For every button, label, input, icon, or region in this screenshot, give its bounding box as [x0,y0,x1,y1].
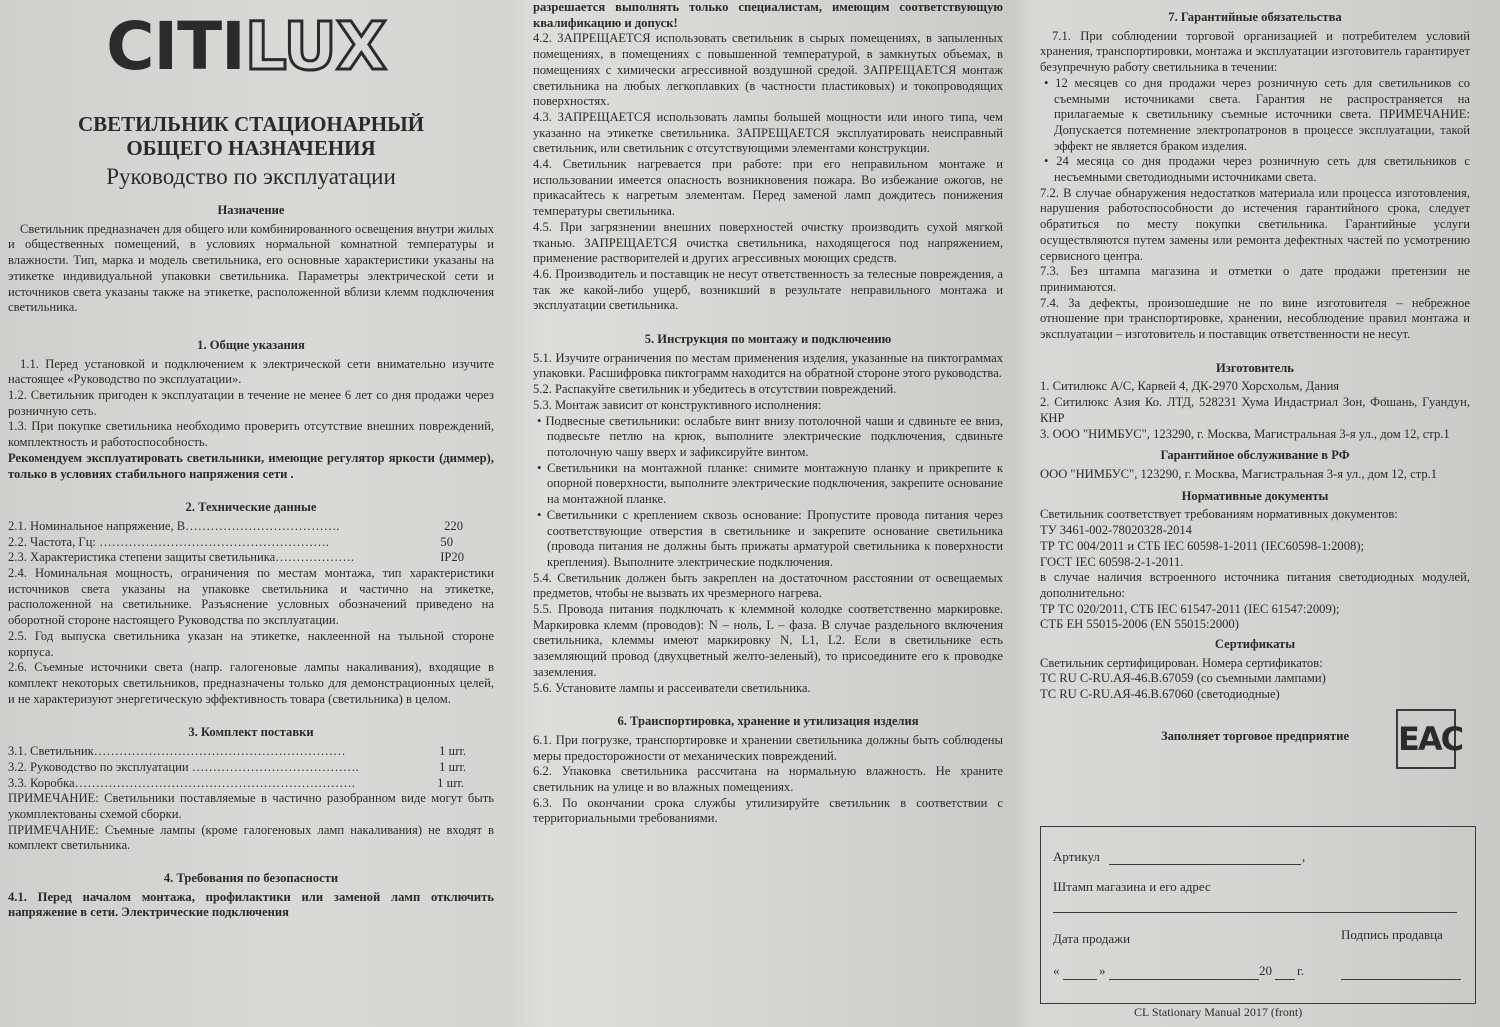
s6-p3: 6.3. По окончании срока службы утилизируйте светильник в соответствии с территориальными требованиями. [533,795,1003,826]
norms-6: ТР ТС 020/2011, СТБ IEC 61547-2011 (IEC 61547:2009); [1040,601,1340,616]
article-label: Артикул [1053,849,1100,864]
title-line-1: СВЕТИЛЬНИК СТАЦИОНАРНЫЙ [77,112,425,136]
retailer-form [1040,826,1476,1004]
s4-p5: 4.5. При загрязнении внешних поверхностей очистку производить сухой мягкой тканью. ЗАПРЕЩАЕТСЯ очистка светильника, находящегося под напряжением, применение растворителей и других агрессивных моющих средств. [533,219,1003,266]
s2-label-2: 2.2. Частота, Гц: ………………………………………………. [8,534,329,549]
s1-p1: 1.1. Перед установкой и подключением к электрической сети внимательно изучите настоящее «Руководство по эксплуатации». [8,356,494,387]
s1-bold: Рекомендуем эксплуатировать светильники, имеющие регулятор яркости (диммер), только в условиях стабильного напряжения сети . [8,450,494,481]
date-year-prefix: 20 [1259,963,1272,978]
s7-p3: 7.3. Без штампа магазина и отметки о дате продажи претензии не принимаются. [1040,264,1470,294]
s2-p6: 2.6. Съемные источники света (напр. галогеновые лампы накаливания), входящие в комплект некоторых светильников, предназначены только для демонстрационных целей, и не характеризуют энергетическую эффективность товара (светильника) в целом. [8,660,494,706]
date-day-line[interactable] [1063,978,1097,980]
purpose-text: Светильник предназначен для общего или комбинированного освещения внутри жилых и общественных помещений, в условиях нормальной комнатной температуры и влажности. Тип, марка и модель светильника, его основные характеристики указаны на этикетке индивидуальной упаковки светильника. Параметры электрической сети и источников света указаны также на этикетке, расположенной вблизи клемм подключения светильника. [8,221,494,315]
norms-7: СТБ ЕН 55015-2006 (EN 55015:2000) [1040,617,1239,632]
s6-p1: 6.1. При погрузке, транспортировке и хранении светильника должны быть соблюдены меры предосторожности от механических повреждений. [533,732,1003,763]
s1-heading: 1. Общие указания [197,337,305,352]
column-middle [533,0,1003,827]
service-heading: Гарантийное обслуживание в РФ [1160,448,1350,463]
s6-p2: 6.2. Упаковка светильника рассчитана на нормальную влажность. Не храните светильник на улице и во влажных помещениях. [533,764,1003,795]
s3-label-2: 3.2. Руководство по эксплуатации …………………………………. [8,759,359,774]
s4-heading: 4. Требования по безопасности [163,871,339,886]
s7-heading: 7. Гарантийные обязательства [1168,10,1342,24]
s3-value-2: 1 шт. [439,759,466,774]
service-text: ООО "НИМБУС", 123290, г. Москва, Магистральная 3-я ул., дом 12, стр.1 [1040,466,1438,481]
article-comma: , [1302,849,1306,864]
citilux-logo [0,8,494,86]
norms-heading: Нормативные документы [1181,488,1329,503]
stamp-line[interactable] [1053,911,1457,913]
date-quote-open: « [1053,963,1060,978]
s5-p5: 5.5. Провода питания подключать к клеммной колодке соответственно маркировке. Маркировка клемм (проводов): N – ноль, L – фаза. В случае раздельного включения светильника, клеммы имеют маркировку N, L1, L2. Если в светильнике есть заземляющий провод (двухцветный желто-зеленый), то присоедините его к проводке заземления. [533,602,1003,679]
s5-p6: 5.6. Установите лампы и рассеиватели светильника. [533,680,811,695]
doc-title [8,112,494,160]
s3-label-3: 3.3. Коробка…………………………………………………………. [8,775,355,790]
s2-p4: 2.4. Номинальная мощность, ограничения по местам монтажа, тип характеристики источников света указаны на упаковке светильника и частично на этикетке, расположенной на светильнике. Разъяснение условных обозначений приведено на оборотной стороне настоящего Руководства по эксплуатации. [8,566,494,628]
s2-p5: 2.5. Год выпуска светильника указан на этикетке, наклеенной на тыльной стороне корпуса. [8,628,494,659]
s7-p1: 7.1. При соблюдении торговой организацией и потребителем условий хранения, транспортировки, монтажа и эксплуатации изготовитель гарантирует безупречную работу светильника в течении: [1040,28,1470,75]
norms-1: Светильник соответствует требованиям нормативных документов: [1040,507,1398,522]
s3-row-2 [8,760,466,776]
s7-bullet-2: • 24 месяца со дня продажи через розничную сеть для светильников с несъемными светодиодными источниками света. [1040,154,1470,185]
s3-note-2: ПРИМЕЧАНИЕ: Съемные лампы (кроме галогеновых ламп накаливания) не входят в комплект светильника. [8,822,494,853]
s3-row-1 [8,744,466,760]
eac-mark-icon: ЕАС [1396,709,1456,769]
norms-5: в случае наличия встроенного источника питания светодиодных модулей, дополнительно: [1040,570,1470,600]
logo-lux: LUX [244,8,386,85]
s5-bullet-1: • Подвесные светильники: ослабьте винт внизу потолочной чаши и сдвиньте ее вниз, подвесьте петлю на крюк, выполните электрические подключения, сдвиньте потолочную чашу вверх и зафиксируйте винтом. [533,414,1003,461]
s1-p3: 1.3. При покупке светильника необходимо проверить отсутствие внешних повреждений, комплектность и работоспособность. [8,419,494,450]
s3-label-1: 3.1. Светильник…………………………………………………… [8,744,346,759]
s3-value-3: 1 шт. [437,775,464,790]
s4-p4: 4.4. Светильник нагревается при работе: при его неправильном монтаже и использовании имеется опасность возникновения пожара. Во избежание ожогов, не прикасайтесь к нагретым элементам. Перед заменой ламп дождитесь понижения температуры светильника. [533,157,1003,219]
s4-p2: 4.2. ЗАПРЕЩАЕТСЯ использовать светильник в сырых помещениях, в запыленных помещениях, в помещениях с повышенной температурой, в замкнутых объемах, в помещениях с химически агрессивной воздушной средой. ЗАПРЕЩАЕТСЯ монтаж светильника на любых легкоплавких (в частности пластиковых) и токопроводящих поверхностях. [533,31,1003,109]
s3-value-1: 1 шт. [439,744,466,759]
title-line-2: ОБЩЕГО НАЗНАЧЕНИЯ [126,136,376,160]
s7-p2: 7.2. В случае обнаружения недостатков материала или процесса изготовления, нарушения работоспособности до истечения гарантийного срока, следует обратиться по месту покупки светильника. Гарантийные услуги осуществляются путем замены или ремонта дефектных частей по усмотрению сервисного центра. [1040,185,1470,263]
s2-heading: 2. Технические данные [185,500,317,515]
maker-1: 1. Ситилюкс А/С, Карвей 4, ДК-2970 Хорсхольм, Дания [1040,379,1340,394]
s2-row-1 [8,519,463,535]
s5-p2: 5.2. Распакуйте светильник и убедитесь в отсутствии повреждений. [533,382,897,397]
doc-subtitle: Руководство по эксплуатации [106,164,396,189]
certs-3: ТС RU С-RU.АЯ-46.В.67060 (светодиодные) [1040,687,1280,702]
date-month-line[interactable] [1109,978,1259,980]
stamp-label: Штамп магазина и его адрес [1053,879,1211,894]
s2-label-1: 2.1. Номинальное напряжение, В………………………………. [8,518,340,533]
article-line[interactable] [1109,863,1301,865]
s2-value-1: 220 [444,518,463,533]
certs-2: ТС RU С-RU.АЯ-46.В.67059 (со съемными лампами) [1040,671,1326,686]
date-year-line[interactable] [1275,978,1295,980]
maker-2: 2. Ситилюкс Азия Ко. ЛТД, 528231 Хума Индастриал Зон, Фошань, Гуандун, КНР [1040,395,1470,425]
s4-p3: 4.3. ЗАПРЕЩАЕТСЯ использовать лампы большей мощности или иного типа, чем указанно на этикетке светильника. ЗАПРЕЩАЕТСЯ эксплуатировать неисправный светильник, или светильник с отсутствующими элементами конструкции. [533,109,1003,156]
s4-p1-start: 4.1. Перед началом монтажа, профилактики или заменой ламп отключить напряжение в сети. Электрические подключения [8,889,494,920]
norms-3: ТР ТС 004/2011 и СТБ IEC 60598-1-2011 (IEC60598-1:2008); [1040,538,1365,553]
s3-note-1: ПРИМЕЧАНИЕ: Светильники поставляемые в частично разобранном виде могут быть укомплектованы схемой сборки. [8,791,494,821]
signature-line[interactable] [1341,978,1461,980]
s2-row-3 [8,550,464,566]
s1-p2: 1.2. Светильник пригоден к эксплуатации в течение не менее 6 лет со дня продажи через розничную сеть. [8,388,494,418]
certs-heading: Сертификаты [1214,637,1296,652]
maker-3: 3. ООО "НИМБУС", 123290, г. Москва, Магистральная 3-я ул., дом 12, стр.1 [1040,426,1450,441]
s4-p6: 4.6. Производитель и поставщик не несут ответственность за телесные повреждения, а так же какой-либо ущерб, возникший в результате неправильного монтажа и эксплуатации светильника. [533,266,1003,313]
signature-label: Подпись продавца [1341,927,1443,942]
s5-p3: 5.3. Монтаж зависит от конструктивного исполнения: [533,397,822,412]
column-right [1040,0,1470,748]
form-heading: Заполняет торговое предприятие [1160,728,1350,743]
s5-p4: 5.4. Светильник должен быть закреплен на достаточном расстоянии от освещаемых предметов, чтобы не вызвать их чрезмерного нагрева. [533,570,1003,601]
s3-row-3 [8,776,464,792]
s2-row-2 [8,535,453,551]
purpose-heading: Назначение [217,203,285,217]
s5-heading: 5. Инструкция по монтажу и подключению [644,332,892,347]
date-quote-close: » [1099,963,1106,978]
s3-heading: 3. Комплект поставки [188,725,314,740]
footer-caption: CL Stationary Manual 2017 (front) [1134,1005,1303,1019]
date-year-suffix: г. [1297,963,1305,978]
s6-heading: 6. Транспортировка, хранение и утилизация изделия [617,714,919,729]
column-left [8,0,494,921]
sale-date-label: Дата продажи [1053,931,1131,946]
s7-bullet-1: • 12 месяцев со дня продажи через розничную сеть для светильников со съемными источниками света. Гарантия не распространяется на прилагаемые к светильнику съемные источники света. ПРИМЕЧАНИЕ: Допускается потемнение электропатронов в процессе эксплуатации, такой эффект не является браком изделия. [1040,76,1470,155]
s2-value-2: 50 [440,534,453,549]
norms-4: ГОСТ IEC 60598-2-1-2011. [1040,554,1184,569]
s2-value-3: IP20 [440,550,464,565]
s5-p1: 5.1. Изучите ограничения по местам применения изделия, указанные на пиктограммах упаковки. Расшифровка пиктограмм находится на обратной стороне этого руководства. [533,350,1003,381]
s5-bullet-3: • Светильники с креплением сквозь основание: Пропустите провода питания через соответствующие отверстия в светильнике и закрепите основание светильника (провода питания не должны быть прижаты арматурой светильника к поверхности крепления). Выполните электрические подключения. [533,508,1003,571]
s2-label-3: 2.3. Характеристика степени защиты светильника………………. [8,550,354,565]
s5-bullet-2: • Светильники на монтажной планке: снимите монтажную планку и прикрепите к опорной поверхности, выполните электрические подключения, закрепите основание на монтажной планке. [533,461,1003,508]
s4-p1-cont: разрешается выполнять только специалистам, имеющим соответствующую квалификацию и допуск! [533,0,1003,30]
norms-2: ТУ 3461-002-78020328-2014 [1040,523,1192,538]
maker-heading: Изготовитель [1216,360,1294,375]
certs-1: Светильник сертифицирован. Номера сертификатов: [1040,655,1323,670]
logo-citi: CITI [106,8,245,85]
s7-p4: 7.4. За дефекты, произошедшие не по вине изготовителя – небрежное отношение при транспортировке, хранении, несоблюдение правил монтажа и эксплуатации – изготовитель и поставщик ответственности не несут. [1040,295,1470,342]
